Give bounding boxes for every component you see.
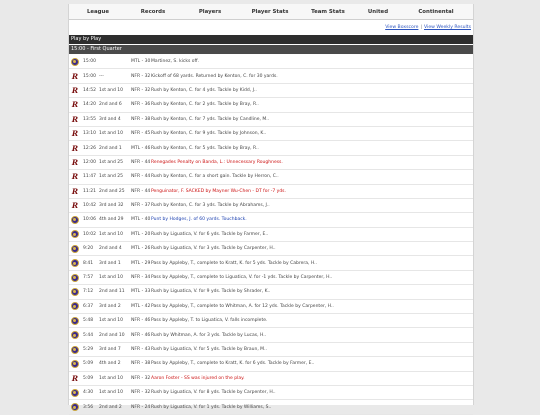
play-description: Rush by Kenton, C. for 2 yds. Tackle by Bray, R.. xyxy=(151,102,259,108)
play-description: Pass by Appleby, T. to Liguatica, V. falls incomplete. xyxy=(151,318,268,324)
play-time: 9:20 xyxy=(83,246,94,252)
play-down: 1st and 25 xyxy=(99,174,124,180)
team-logo-nfr-icon: R xyxy=(71,129,78,139)
play-row xyxy=(69,84,473,98)
play-down: 3rd and 7 xyxy=(99,347,121,352)
play-description: Penguinator, F. SACKED by Mayner Wu-Chen - DT for -7 yds. xyxy=(151,188,286,194)
play-row xyxy=(69,156,473,170)
play-time: 14:52 xyxy=(83,87,96,93)
play-description: Rush by Kenton, C. for 7 yds. Tackle by Candline, M.. xyxy=(151,116,270,122)
nav-team-stats[interactable]: Team Stats xyxy=(311,8,345,15)
play-description: Rush by Liguatica, V. for 8 yds. Tackle by Carpenter, H.. xyxy=(151,390,276,396)
play-time: 13:10 xyxy=(83,131,96,137)
play-row xyxy=(69,141,473,155)
play-spot: NFR - 24 xyxy=(131,404,151,410)
team-logo-nfr-icon: R xyxy=(71,71,78,81)
page xyxy=(68,4,474,410)
play-time: 11:47 xyxy=(83,174,96,180)
play-down: 1st and 10 xyxy=(99,375,124,381)
team-logo-mtl-icon xyxy=(70,273,79,282)
play-down: 1st and 10 xyxy=(99,275,124,281)
team-logo-mtl-icon xyxy=(70,57,79,66)
play-down: 1st and 10 xyxy=(99,131,124,137)
nav-continental[interactable]: Continental xyxy=(418,8,454,15)
team-logo-mtl-icon xyxy=(70,259,79,268)
play-down: 1st and 10 xyxy=(99,318,124,324)
play-row xyxy=(69,314,473,328)
top-navigation xyxy=(69,4,473,20)
play-row xyxy=(69,386,473,400)
team-logo-mtl-icon xyxy=(70,302,79,311)
play-spot: NFR - 44 xyxy=(131,159,151,165)
play-description: Pass by Appleby, T., complete to Liguatica, V. for -1 yds. Tackle by Carpenter, H.. xyxy=(151,275,333,281)
play-time: 14:20 xyxy=(83,102,96,108)
play-down: 1st and 10 xyxy=(99,87,124,93)
team-logo-mtl-icon xyxy=(70,388,79,397)
play-time: 6:37 xyxy=(83,303,94,309)
play-row xyxy=(69,357,473,371)
play-time: 12:00 xyxy=(83,159,96,165)
play-row xyxy=(69,285,473,299)
play-row xyxy=(69,113,473,127)
play-spot: MTL - 20 xyxy=(131,231,151,237)
nav-records[interactable]: Records xyxy=(140,8,166,15)
play-down: 3rd and 2 xyxy=(99,303,121,309)
play-down: 3rd and 4 xyxy=(99,116,121,122)
play-spot: NFR - 44 xyxy=(131,188,151,194)
view-boxscore-link[interactable]: View Boxscore xyxy=(385,25,419,30)
play-description: Pass by Appleby, T., complete to Whitman, A. for 12 yds. Tackle by Carpenter, H.. xyxy=(151,303,334,309)
play-spot: MTL - 33 xyxy=(131,289,151,295)
play-time: 10:42 xyxy=(83,203,96,209)
play-down: 3rd and 1 xyxy=(99,260,121,266)
play-row xyxy=(69,127,473,141)
play-down: 2nd and 2 xyxy=(99,404,122,410)
play-row xyxy=(69,98,473,112)
play-description: Rush by Liguatica, V. for 9 yds. Tackle by Shrader, K.. xyxy=(151,289,271,295)
play-row xyxy=(69,242,473,256)
play-row xyxy=(69,170,473,184)
play-spot: NFR - 46 xyxy=(131,318,151,324)
play-time: 5:29 xyxy=(83,347,94,352)
play-time: 15:00 xyxy=(83,73,96,79)
play-spot: MTL - 30 xyxy=(131,59,151,65)
play-time: 7:57 xyxy=(83,275,94,281)
play-time: 5:44 xyxy=(83,332,94,338)
play-row xyxy=(69,199,473,213)
play-time: 3:56 xyxy=(83,404,94,410)
play-spot: NFR - 43 xyxy=(131,347,151,352)
view-weekly-results-link[interactable]: View Weekly Results xyxy=(424,25,471,30)
play-row xyxy=(69,372,473,386)
play-time: 4:30 xyxy=(83,390,94,396)
play-row xyxy=(69,400,473,414)
play-spot: NFR - 32 xyxy=(131,87,151,93)
team-logo-mtl-icon xyxy=(70,230,79,239)
play-description: Rush by Kenton, C. for 3 yds. Tackle by Abrahams, J.. xyxy=(151,203,270,209)
play-row xyxy=(69,228,473,242)
team-logo-mtl-icon xyxy=(70,345,79,354)
play-row xyxy=(69,55,473,69)
play-spot: NFR - 36 xyxy=(131,102,151,108)
team-logo-mtl-icon xyxy=(70,316,79,325)
play-row xyxy=(69,271,473,285)
play-down: 4th and 29 xyxy=(99,217,124,223)
play-time: 12:26 xyxy=(83,145,96,151)
team-logo-mtl-icon xyxy=(70,287,79,296)
team-logo-nfr-icon: R xyxy=(71,114,78,124)
link-separator: | xyxy=(420,25,422,30)
play-description: Rush by Kenton, C. for 9 yds. Tackle by Johnson, K.. xyxy=(151,131,267,137)
play-row xyxy=(69,256,473,270)
play-down: 1st and 25 xyxy=(99,159,124,165)
play-down: 4th and 2 xyxy=(99,361,121,367)
play-spot: MTL - 42 xyxy=(131,303,151,309)
play-description: Pass by Appleby, T., complete to Kratt, K. for 5 yds. Tackle by Cabrera, H.. xyxy=(151,260,317,266)
play-down: 2nd and 10 xyxy=(99,332,125,338)
play-spot: MTL - 26 xyxy=(131,246,151,252)
play-time: 13:55 xyxy=(83,116,96,122)
play-spot: NFR - 38 xyxy=(131,116,151,122)
play-spot: NFR - 44 xyxy=(131,174,151,180)
play-spot: NFR - 32 xyxy=(131,375,151,381)
play-spot: MTL - 29 xyxy=(131,260,151,266)
team-logo-mtl-icon xyxy=(70,359,79,368)
play-description: Rush by Kenton, C. for 5 yds. Tackle by Bray, R.. xyxy=(151,145,259,151)
team-logo-nfr-icon: R xyxy=(71,100,78,110)
play-time: 10:06 xyxy=(83,217,96,223)
quarter-header: 15:00 - First Quarter xyxy=(69,45,473,54)
play-description: Kickoff of 68 yards. Returned by Kenton, C. for 30 yards. xyxy=(151,73,278,79)
play-by-play-header: Play by Play xyxy=(69,35,473,44)
team-logo-nfr-icon: R xyxy=(71,201,78,211)
nav-league[interactable]: League xyxy=(86,8,110,15)
play-time: 5:09 xyxy=(83,361,94,367)
play-down: 2nd and 4 xyxy=(99,246,122,252)
play-description: Martinez, S. kicks off. xyxy=(151,59,200,65)
team-logo-mtl-icon xyxy=(70,215,79,224)
play-down: 1st and 10 xyxy=(99,390,124,396)
play-spot: NFR - 32 xyxy=(131,73,151,79)
play-time: 8:41 xyxy=(83,260,94,266)
team-logo-nfr-icon: R xyxy=(71,172,78,182)
play-row xyxy=(69,213,473,227)
play-row xyxy=(69,185,473,199)
play-down: 2nd and 25 xyxy=(99,188,125,194)
team-logo-nfr-icon: R xyxy=(71,373,78,383)
nav-united[interactable]: United xyxy=(367,8,389,15)
play-description: Rush by Kenton, C. for 4 yds. Tackle by Kidd, J.. xyxy=(151,87,257,93)
play-spot: MTL - 40 xyxy=(131,217,151,223)
play-description: Rush by Whitman, A. for 3 yds. Tackle by Lucas, H.. xyxy=(151,332,267,338)
play-time: 11:21 xyxy=(83,188,96,194)
play-spot: NFR - 34 xyxy=(131,275,151,281)
team-logo-nfr-icon: R xyxy=(71,143,78,153)
play-description: Rush by Liguatica, V. for 3 yds. Tackle by Carpenter, H.. xyxy=(151,246,276,252)
play-time: 7:12 xyxy=(83,289,94,295)
team-logo-nfr-icon: R xyxy=(71,85,78,95)
play-description: Pass by Appleby, T., complete to Kratt, K. for 6 yds. Tackle by Farmer, E.. xyxy=(151,361,315,367)
play-down: --- xyxy=(99,73,104,79)
play-spot: MTL - 46 xyxy=(131,145,151,151)
play-down: 2nd and 1 xyxy=(99,145,122,151)
play-time: 5:48 xyxy=(83,318,94,324)
play-down: 3rd and 32 xyxy=(99,203,124,209)
play-time: 15:00 xyxy=(83,59,96,65)
play-time: 10:02 xyxy=(83,231,96,237)
team-logo-nfr-icon: R xyxy=(71,186,78,196)
play-down: 1st and 10 xyxy=(99,231,124,237)
play-description: Rush by Liguatica, V. for 6 yds. Tackle by Farmer, E.. xyxy=(151,231,269,237)
play-spot: NFR - 32 xyxy=(131,390,151,396)
plays-list xyxy=(69,55,473,415)
play-description: Rush by Kenton, C. for a short gain. Tackle by Herron, C.. xyxy=(151,174,279,180)
play-spot: NFR - 45 xyxy=(131,131,151,137)
team-logo-mtl-icon xyxy=(70,331,79,340)
play-description: Punt by Hodges, J. of 60 yards. Touchback. xyxy=(151,217,247,223)
play-description: Rush by Liguatica, V. for 5 yds. Tackle by Braun, M.. xyxy=(151,347,267,352)
play-spot: NFR - 37 xyxy=(131,203,151,209)
team-logo-mtl-icon xyxy=(70,403,79,412)
play-spot: NFR - 46 xyxy=(131,332,151,338)
play-down: 2nd and 6 xyxy=(99,102,122,108)
play-row xyxy=(69,343,473,357)
play-description: Renegades Penalty on Banda, L.: Unnecessary Roughness. xyxy=(151,159,283,165)
team-logo-mtl-icon xyxy=(70,244,79,253)
play-time: 5:09 xyxy=(83,375,94,381)
nav-players[interactable]: Players xyxy=(198,8,222,15)
play-description: Rush by Liguatica, V. for 1 yds. Tackle by Williams, S.. xyxy=(151,404,272,410)
play-spot: NFR - 38 xyxy=(131,361,151,367)
result-links xyxy=(385,25,471,30)
play-row xyxy=(69,69,473,83)
team-logo-nfr-icon: R xyxy=(71,157,78,167)
nav-player-stats[interactable]: Player Stats xyxy=(251,8,289,15)
play-row xyxy=(69,300,473,314)
play-row xyxy=(69,328,473,342)
play-down: 2nd and 11 xyxy=(99,289,125,295)
play-description: Aaron Foster - SS was injured on the play. xyxy=(151,375,245,381)
